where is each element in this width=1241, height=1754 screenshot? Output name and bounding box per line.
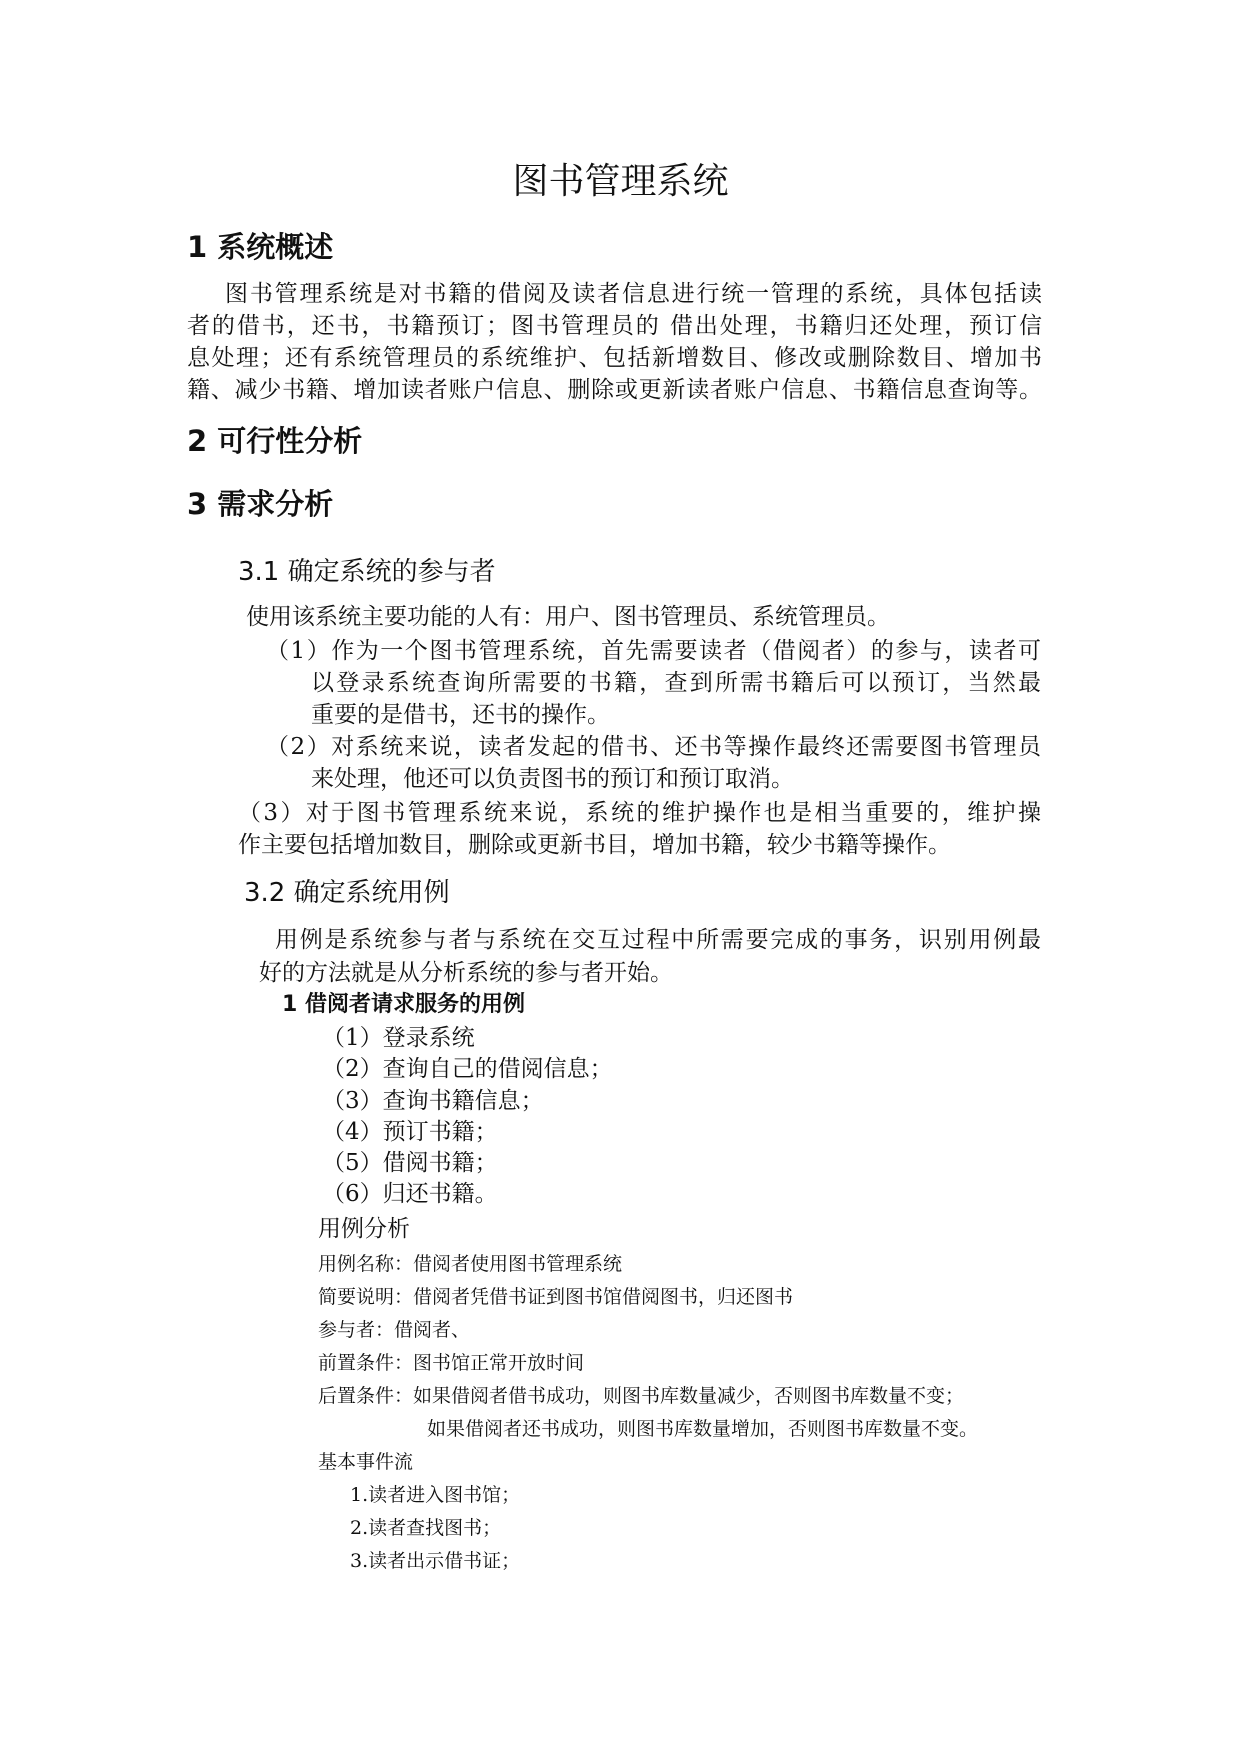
item-line: （1）作为一个图书管理系统，首先需要读者（借阅者）的参与，读者可 [266,638,1041,664]
section-3-heading: 3 需求分析 [187,487,334,521]
basic-flow-step: 3.读者出示借书证； [350,1550,521,1572]
usecase-item: （3）查询书籍信息； [322,1088,544,1114]
paragraph-line: 图书管理系统是对书籍的借阅及读者信息进行统一管理的系统，具体包括读 [225,281,1042,307]
paragraph-line: 者的借书，还书，书籍预订；图书管理员的 借出处理，书籍归还处理，预订信 [187,313,1042,339]
section-2-heading: 2 可行性分析 [187,424,363,458]
item-line: 来处理，他还可以负责图书的预订和预订取消。 [311,766,794,792]
borrower-usecases-heading: 1 借阅者请求服务的用例 [282,992,525,1017]
usecase-item: （5）借阅书籍； [322,1150,498,1176]
item-line: 重要的是借书，还书的操作。 [311,702,610,728]
section-1-heading: 1 系统概述 [187,230,334,264]
participant-item-3 [238,797,1041,861]
usecase-postcondition-1: 后置条件：如果借阅者借书成功，则图书库数量减少，否则图书库数量不变； [318,1385,965,1407]
usecase-item: （1）登录系统 [322,1025,475,1051]
usecase-item: （4）预订书籍； [322,1119,498,1145]
usecase-postcondition-2: 如果借阅者还书成功，则图书库数量增加，否则图书库数量不变。 [427,1418,979,1440]
basic-flow-heading: 基本事件流 [318,1451,414,1473]
usecase-precondition: 前置条件：图书馆正常开放时间 [318,1352,585,1374]
participant-item-2-cont [311,763,1041,795]
subsection-3-1-heading: 3.1 确定系统的参与者 [238,557,496,587]
participant-item-2 [266,731,1041,763]
participant-item-1 [266,635,1041,667]
subsection-3-2-heading: 3.2 确定系统用例 [244,878,450,908]
paragraph-line: 息处理；还有系统管理员的系统维护、包括新增数目、修改或删除数目、增加书 [187,345,1042,371]
item-line: （3）对于图书管理系统来说，系统的维护操作也是相当重要的，维护操 [238,800,1041,826]
participant-item-1-cont [311,667,1041,731]
usecase-intro [259,924,1041,956]
participants-intro: 使用该系统主要功能的人有：用户、图书管理员、系统管理员。 [246,604,890,630]
intro-line: 用例是系统参与者与系统在交互过程中所需要完成的事务，识别用例最 [275,927,1041,953]
basic-flow-step: 2.读者查找图书； [350,1517,502,1539]
paragraph-line: 籍、减少书籍、增加读者账户信息、删除或更新读者账户信息、书籍信息查询等。 [187,377,1042,403]
usecase-item: （2）查询自己的借阅信息； [322,1056,613,1082]
usecase-name: 用例名称：借阅者使用图书管理系统 [318,1253,623,1275]
basic-flow-step: 1.读者进入图书馆； [350,1484,521,1506]
usecase-intro-line-2: 好的方法就是从分析系统的参与者开始。 [259,960,673,986]
item-line: 作主要包括增加数目，删除或更新书目，增加书籍，较少书籍等操作。 [238,832,951,858]
usecase-actor: 参与者：借阅者、 [318,1319,471,1341]
usecase-item: （6）归还书籍。 [322,1181,498,1207]
usecase-brief: 简要说明：借阅者凭借书证到图书馆借阅图书，归还图书 [318,1286,794,1308]
item-line: 以登录系统查询所需要的书籍，查到所需书籍后可以预订，当然最 [311,670,1041,696]
section-1-paragraph [187,278,1042,406]
document-title: 图书管理系统 [512,161,729,202]
item-line: （2）对系统来说，读者发起的借书、还书等操作最终还需要图书管理员 [266,734,1041,760]
usecase-analysis-heading: 用例分析 [318,1216,410,1242]
